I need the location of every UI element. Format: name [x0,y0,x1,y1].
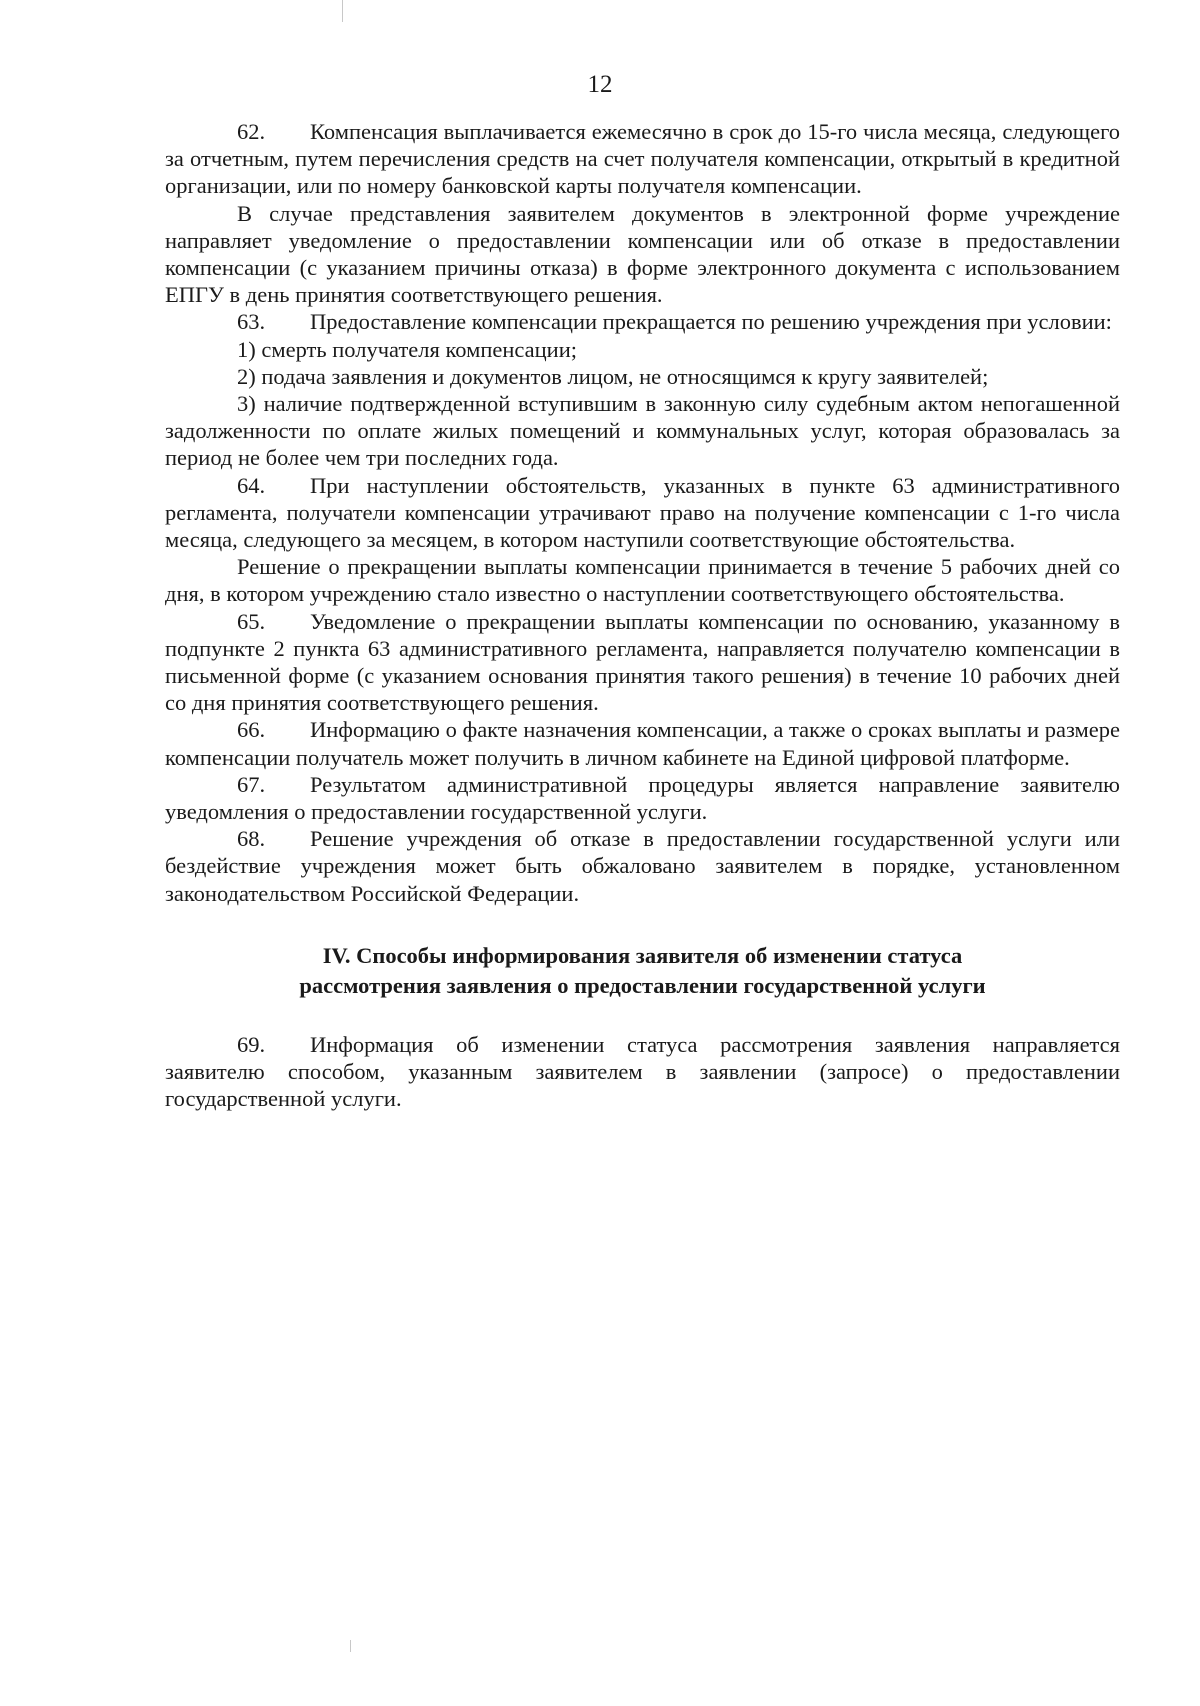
paragraph-text: Компенсация выплачивается ежемесячно в срок до 15-го числа месяца, следующего за отчетным, путем перечисления средств на счет получателя компенсации, открытый в кредитной организации, или по номеру банковской карты получателя компенсации. [165,119,1120,199]
paragraph-64-decision [165,553,1120,607]
paragraph-text: Уведомление о прекращении выплаты компенсации по основанию, указанному в подпункте 2 пункта 63 административного регламента, направляется получателю компенсации в письменной форме (с указанием основания принятия такого решения) в течение 10 рабочих дней со дня принятия соответствующего решения. [165,608,1120,716]
paragraph-number: 69. [237,1031,266,1057]
paragraph-62-electronic [165,200,1120,309]
paragraph-text: При наступлении обстоятельств, указанных в пункте 63 административного регламента, получатели компенсации утрачивают право на получение компенсации с 1-го числа месяца, следующего за месяцем, в котором наступили соответствующие обстоятельства. [165,472,1120,553]
scan-artifact-top [342,0,343,22]
paragraph-66 [165,716,1120,770]
paragraph-text: Информацию о факте назначения компенсации, а также о сроках выплаты и размере компенсации получатель может получить в личном кабинете на Единой цифровой платформе. [165,717,1120,770]
paragraph-67 [165,771,1120,825]
paragraph-text: Информация об изменении статуса рассмотрения заявления направляется заявителю способом, указанным заявителем в заявлении (запросе) о предоставлении государственной услуги. [165,1031,1120,1112]
list-item-text: 3) наличие подтвержденной вступившим в законную силу судебным актом непогашенной задолженности по оплате жилых помещений и коммунальных услуг, которая образовалась за период не более чем три последних года. [165,391,1120,471]
list-item-2 [165,363,1120,390]
paragraph-number: 65. [237,608,266,634]
paragraph-62 [165,118,1120,200]
paragraph-number: 63. [237,309,266,335]
section-heading [165,941,1120,1001]
paragraph-number: 68. [237,826,266,852]
list-item-3 [165,390,1120,472]
paragraph-text: Решение о прекращении выплаты компенсации принимается в течение 5 рабочих дней со дня, в котором учреждению стало известно о наступлении соответствующего обстоятельства. [165,554,1120,607]
paragraph-68 [165,825,1120,907]
paragraph-number: 62. [237,119,266,144]
paragraph-number: 66. [237,717,266,743]
list-item-1 [165,336,1120,363]
paragraph-65 [165,608,1120,717]
paragraph-64 [165,472,1120,554]
list-item-text: 1) смерть получателя компенсации; [237,336,578,362]
paragraph-text: Решение учреждения об отказе в предоставлении государственной услуги или бездействие учреждения может быть обжаловано заявителем в порядке, установленном законодательством Российской Федерации. [165,826,1120,906]
paragraph-number: 64. [237,472,266,498]
paragraph-text: Предоставление компенсации прекращается по решению учреждения при условии: [310,309,1112,335]
paragraph-text: Результатом административной процедуры является направление заявителю уведомления о предоставлении государственной услуги. [165,771,1120,825]
scan-artifact-bottom [350,1640,351,1652]
paragraph-number: 67. [237,771,266,797]
paragraph-63 [165,308,1120,335]
section-heading-line-2: рассмотрения заявления о предоставлении государственной услуги [299,972,986,998]
document-body [165,118,1120,1113]
paragraph-text: В случае представления заявителем документов в электронной форме учреждение направляет уведомление о предоставлении компенсации или об отказе в предоставлении компенсации (с указанием причины отказа) в форме электронного документа с использованием ЕПГУ в день принятия соответствующего решения. [165,200,1120,308]
page-number: 12 [587,71,613,98]
paragraph-69 [165,1031,1120,1113]
list-item-text: 2) подача заявления и документов лицом, не относящимся к кругу заявителей; [237,363,989,389]
section-heading-line-1: IV. Способы информирования заявителя об изменении статуса [322,942,963,968]
